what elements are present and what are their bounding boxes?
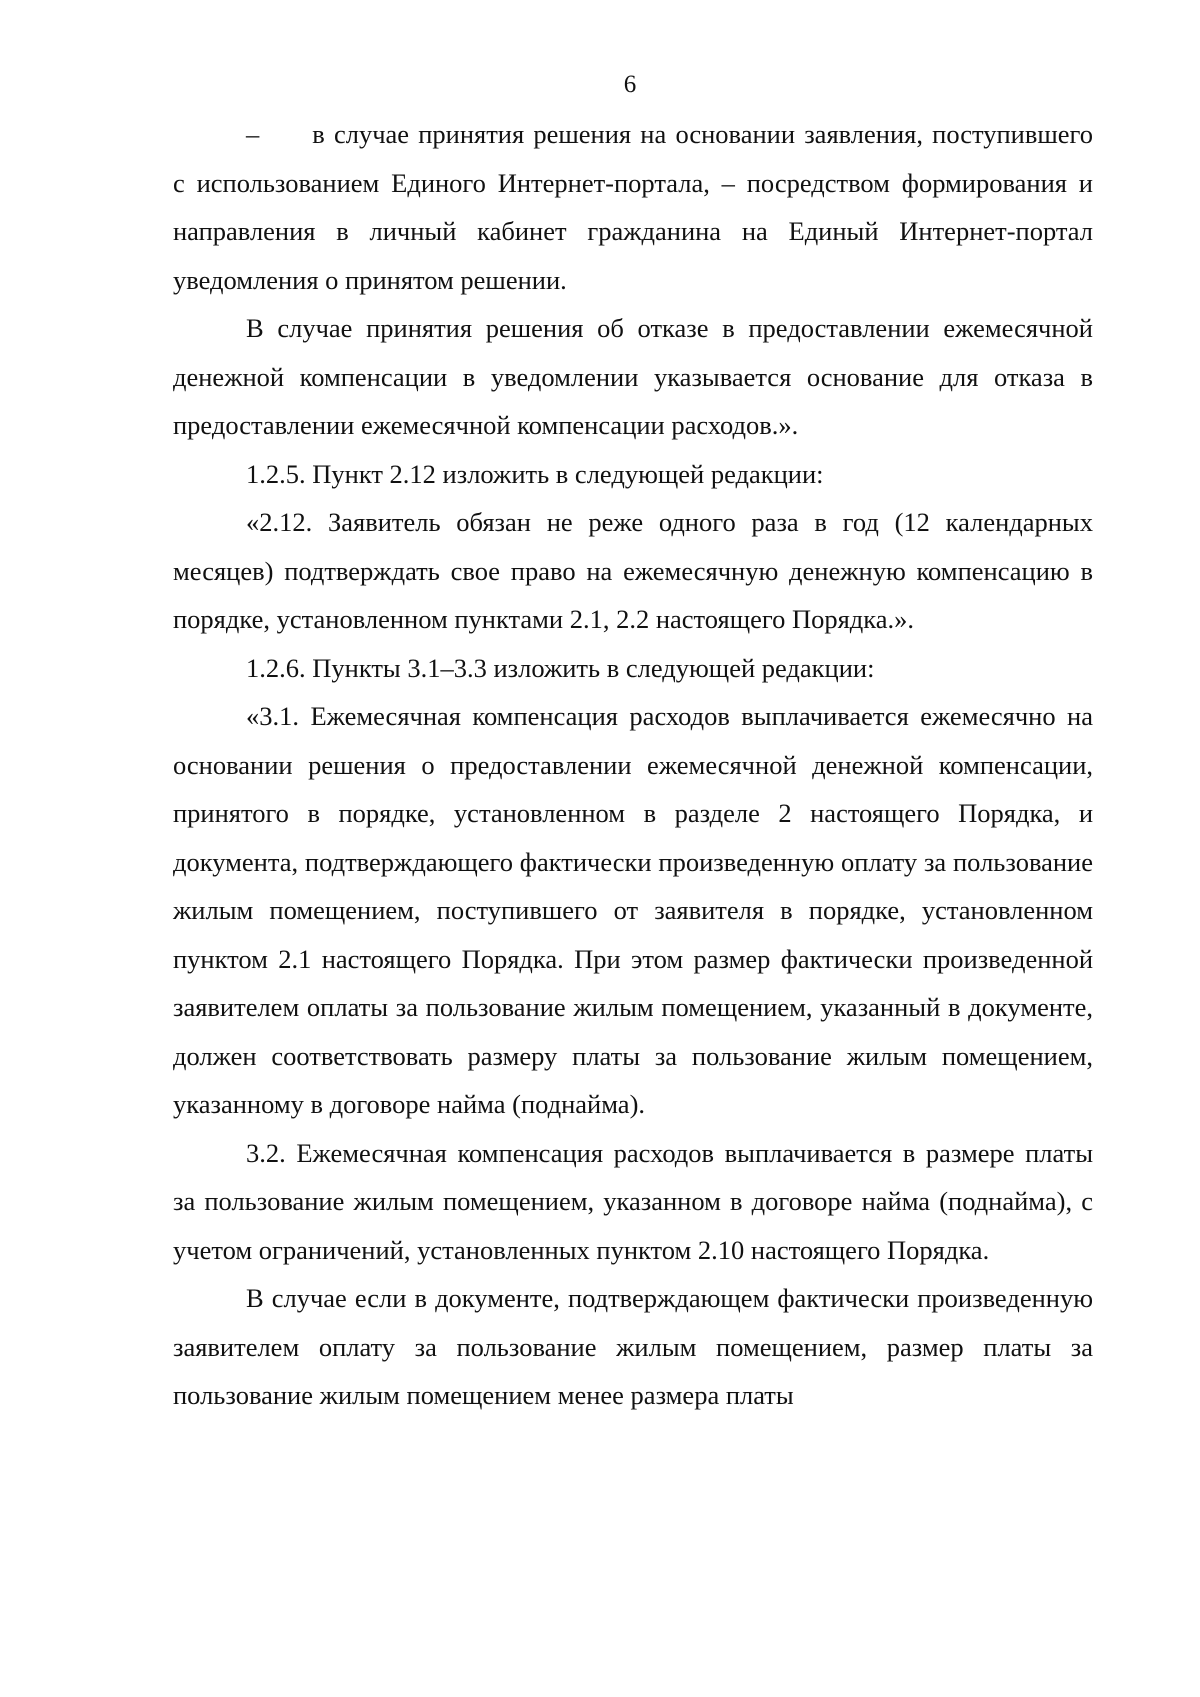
- document-body: [173, 110, 1093, 1420]
- paragraph-clause-3-1: «3.1. Ежемесячная компенсация расходов выплачивается ежемесячно на основании решения о предоставлении ежемесячной денежной компенсации, принятого в порядке, установленном в разделе 2 настоящего Порядка, и документа, подтверждающего фактически произведенную оплату за пользование жилым помещением, поступившего от заявителя в порядке, установленном пунктом 2.1 настоящего Порядка. При этом размер фактически произведенной заявителем оплаты за пользование жилым помещением, указанный в документе, должен соответствовать размеру платы за пользование жилым помещением, указанному в договоре найма (поднайма).: [173, 701, 1093, 1119]
- paragraph-amendment-1-2-6: 1.2.6. Пункты 3.1–3.3 изложить в следующей редакции:: [246, 652, 875, 683]
- paragraph-clause-2-12: «2.12. Заявитель обязан не реже одного раза в год (12 календарных месяцев) подтверждать свое право на ежемесячную денежную компенсацию в порядке, установленном пунктами 2.1, 2.2 настоящего Порядка.».: [173, 507, 1093, 634]
- paragraph-refusal-reason: В случае принятия решения об отказе в предоставлении ежемесячной денежной компенсации в уведомлении указывается основание для отказа в предоставлении ежемесячной компенсации расходов.».: [173, 313, 1093, 440]
- paragraph-payment-size-case: В случае если в документе, подтверждающем фактически произведенную заявителем оплату за пользование жилым помещением, размер платы за пользование жилым помещением менее размера платы: [173, 1283, 1093, 1410]
- page-number: 6: [623, 71, 637, 98]
- paragraph-clause-3-2: 3.2. Ежемесячная компенсация расходов выплачивается в размере платы за пользование жилым помещением, указанном в договоре найма (поднайма), с учетом ограничений, установленных пунктом 2.10 настоящего Порядка.: [173, 1137, 1093, 1265]
- paragraph-notification-portal: – в случае принятия решения на основании заявления, поступившего с использованием Единого Интернет-портала, – посредством формирования и направления в личный кабинет гражданина на Единый Интернет-портал уведомления о принятом решении.: [173, 119, 1093, 295]
- paragraph-amendment-1-2-5: 1.2.5. Пункт 2.12 изложить в следующей редакции:: [246, 458, 824, 489]
